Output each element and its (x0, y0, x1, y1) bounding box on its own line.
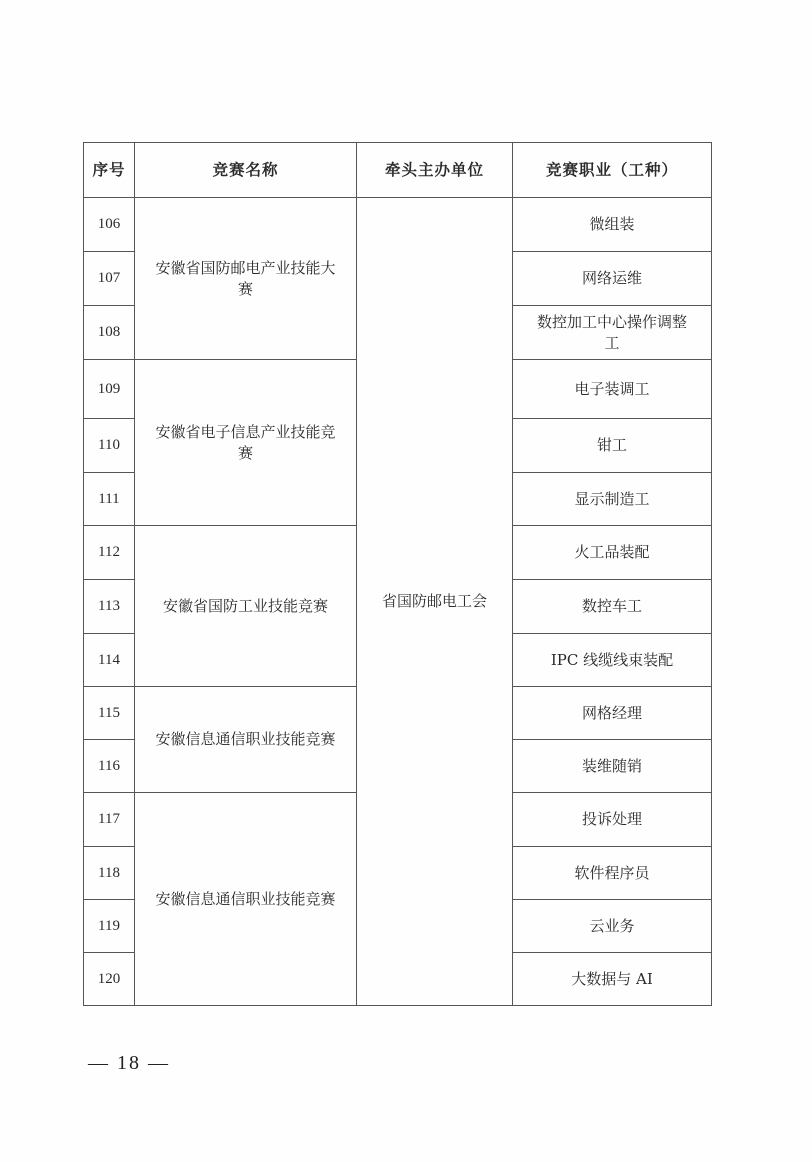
occupation-cell: 装维随销 (513, 740, 712, 793)
occupation-cell: 投诉处理 (513, 793, 712, 847)
occupation-cell: IPC 线缆线束装配 (513, 634, 712, 687)
seq-cell: 108 (84, 306, 135, 360)
occupation-cell: 云业务 (513, 900, 712, 953)
competition-name-cell: 安徽省国防工业技能竞赛 (135, 526, 357, 687)
occupation-cell: 数控加工中心操作调整工 (513, 306, 712, 360)
occupation-cell: 显示制造工 (513, 473, 712, 526)
occupation-cell: 数控车工 (513, 580, 712, 634)
competition-name-cell: 安徽省国防邮电产业技能大赛 (135, 198, 357, 360)
seq-cell: 111 (84, 473, 135, 526)
occupation-cell: 微组装 (513, 198, 712, 252)
seq-cell: 106 (84, 198, 135, 252)
competition-name-cell: 安徽省电子信息产业技能竞赛 (135, 360, 357, 526)
seq-cell: 118 (84, 847, 135, 900)
occupation-cell: 软件程序员 (513, 847, 712, 900)
header-host-unit: 牵头主办单位 (357, 143, 513, 198)
competition-table (83, 142, 712, 1006)
seq-cell: 115 (84, 687, 135, 740)
host-unit-cell: 省国防邮电工会 (357, 198, 513, 1006)
page-number: — 18 — (88, 1052, 170, 1074)
seq-cell: 120 (84, 953, 135, 1006)
occupation-cell: 钳工 (513, 419, 712, 473)
competition-name-cell: 安徽信息通信职业技能竞赛 (135, 793, 357, 1006)
seq-cell: 117 (84, 793, 135, 847)
table-row (84, 198, 712, 252)
occupation-cell: 大数据与 AI (513, 953, 712, 1006)
seq-cell: 109 (84, 360, 135, 419)
seq-cell: 107 (84, 252, 135, 306)
header-competition-name: 竞赛名称 (135, 143, 357, 198)
header-seq: 序号 (84, 143, 135, 198)
seq-cell: 113 (84, 580, 135, 634)
seq-cell: 112 (84, 526, 135, 580)
table-header-row (84, 143, 712, 198)
seq-cell: 116 (84, 740, 135, 793)
seq-cell: 114 (84, 634, 135, 687)
seq-cell: 119 (84, 900, 135, 953)
occupation-cell: 电子装调工 (513, 360, 712, 419)
occupation-cell: 网络运维 (513, 252, 712, 306)
competition-name-cell: 安徽信息通信职业技能竞赛 (135, 687, 357, 793)
occupation-cell: 网格经理 (513, 687, 712, 740)
occupation-cell: 火工品装配 (513, 526, 712, 580)
seq-cell: 110 (84, 419, 135, 473)
header-occupation: 竞赛职业（工种） (513, 143, 712, 198)
